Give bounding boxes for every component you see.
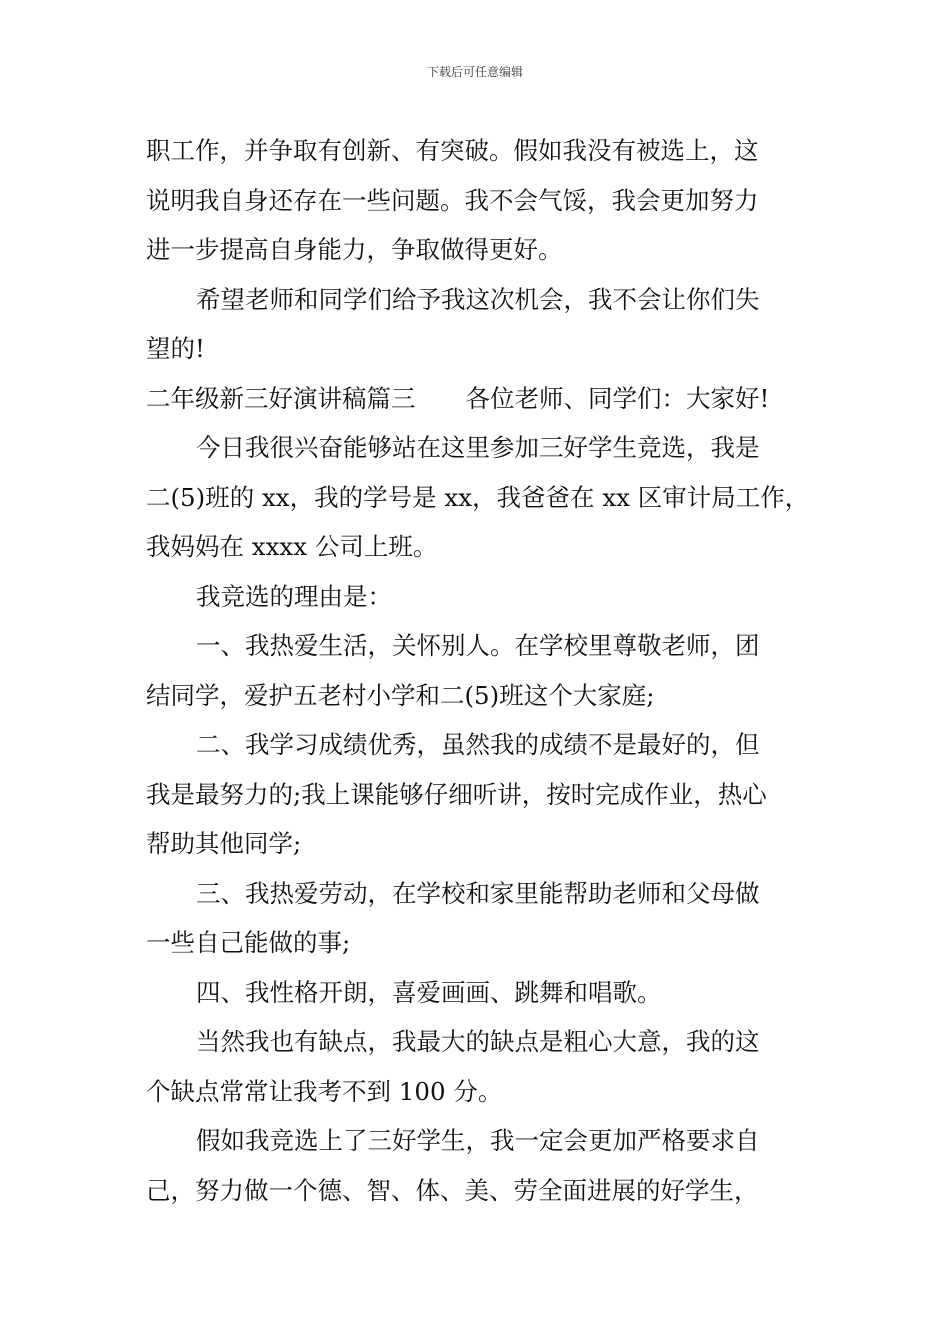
text-line: 说明我自身还存在一些问题。我不会气馁，我会更加努力 [146, 185, 759, 215]
page-header: 下载后可任意编辑 [426, 65, 523, 79]
paragraph-start-line: 希望老师和同学们给予我这次机会，我不会让你们失 [196, 284, 760, 314]
text-line: 一些自己能做的事; [146, 928, 351, 957]
paragraph-start-line: 一、我热爱生活，关怀别人。在学校里尊敬老师，团 [196, 631, 760, 660]
section-title: 二年级新三好演讲稿篇三 [146, 383, 416, 413]
text-line: 望的! [146, 334, 205, 363]
paragraph-start-line: 三、我热爱劳动，在学校和家里能帮助老师和父母做 [196, 878, 760, 908]
text-line: 我是最努力的;我上课能够仔细听讲，按时完成作业，热心 [146, 779, 767, 809]
greeting: 各位老师、同学们：大家好! [465, 383, 770, 413]
text-line: 二(5)班的 xx，我的学号是 xx，我爸爸在 xx 区审计局工作， [146, 482, 810, 512]
document-body [146, 126, 816, 1215]
paragraph-start-line: 二、我学习成绩优秀，虽然我的成绩不是最好的，但 [196, 730, 760, 759]
paragraph-start-line: 我竞选的理由是： [196, 581, 392, 611]
paragraph-start-line: 假如我竞选上了三好学生，我一定会更加严格要求自 [196, 1126, 760, 1155]
text-line: 个缺点常常让我考不到 100 分。 [146, 1076, 503, 1106]
text-line: 己，努力做一个德、智、体、美、劳全面进展的好学生， [146, 1175, 759, 1205]
text-line: 结同学，爱护五老村小学和二(5)班这个大家庭; [146, 680, 655, 710]
text-line: 帮助其他同学; [146, 829, 302, 858]
paragraph-start-line: 当然我也有缺点，我最大的缺点是粗心大意，我的这 [196, 1027, 760, 1056]
text-line: 进一步提高自身能力，争取做得更好。 [146, 235, 563, 264]
section-heading-line [146, 374, 816, 424]
paragraph-start-line: 今日我很兴奋能够站在这里参加三好学生竞选，我是 [196, 433, 760, 462]
text-line: 职工作，并争取有创新、有突破。假如我没有被选上，这 [146, 136, 759, 165]
text-line: 我妈妈在 xxxx 公司上班。 [146, 532, 438, 561]
paragraph-start-line: 四、我性格开朗，喜爱画画、跳舞和唱歌。 [196, 977, 662, 1007]
